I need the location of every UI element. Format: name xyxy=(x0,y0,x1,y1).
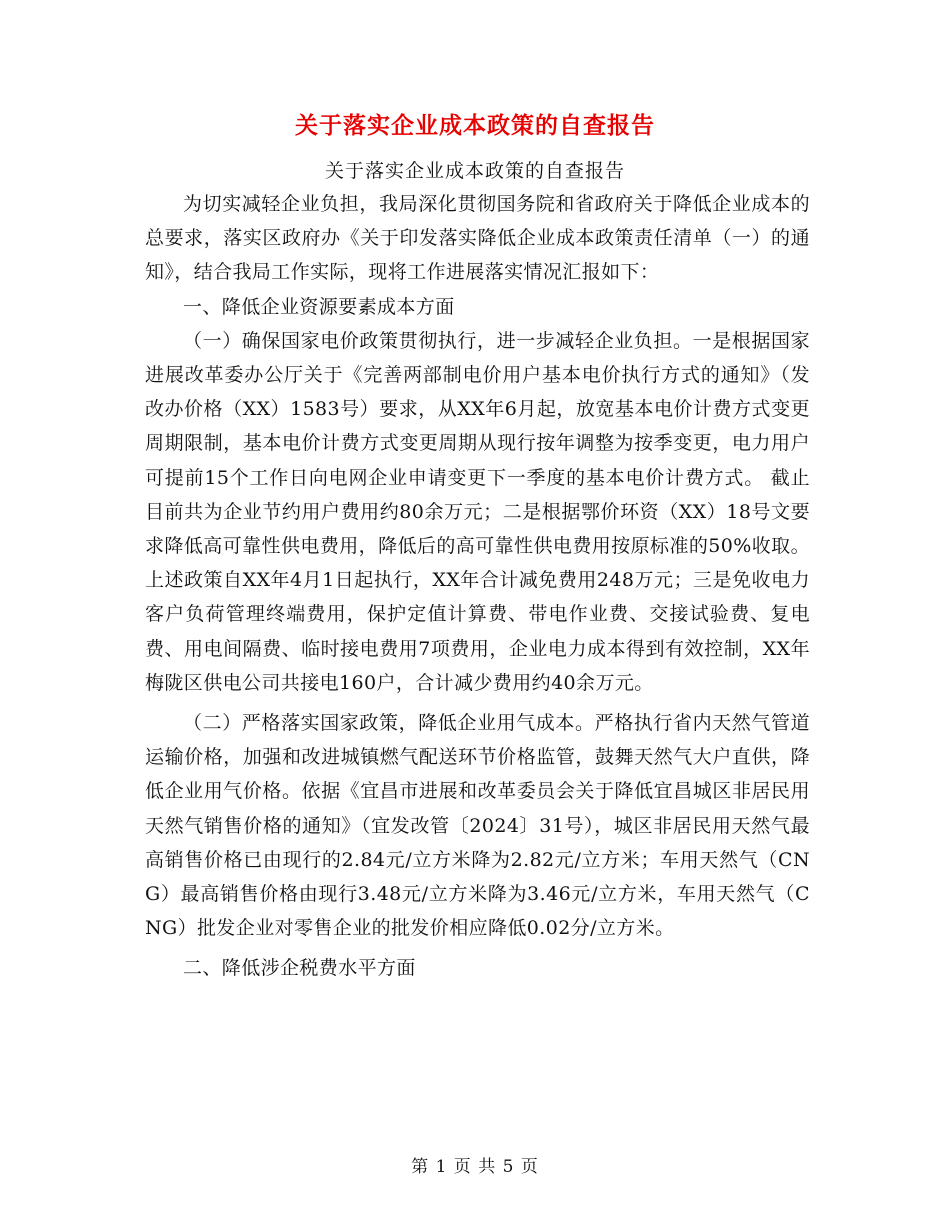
section-heading-2: 二、降低涉企税费水平方面 xyxy=(183,957,416,980)
section-heading-1: 一、降低企业资源要素成本方面 xyxy=(183,295,455,318)
gas-paragraph: （二）严格落实国家政策，降低企业用气成本。严格执行省内天然气管道运输价格，加强和改进城镇燃气配送环节价格监管，鼓舞天然气大户直供，降低企业用气价格。依据《宜昌市进展和改革委员会关于降低宜昌城区非居民用天然气销售价格的通知》（宜发改管〔2024〕31号），城区非居民用天然气最高销售价格已由现行的2.84元/立方米降为2.82元/立方米；车用天然气（CNG）最高销售价格由现行3.48元/立方米降为3.46元/立方米，车用天然气（CNG）批发企业对零售企业的批发价相应降低0.02分/立方米。 xyxy=(145,712,810,940)
document-body xyxy=(145,187,810,986)
page-footer: 第 1 页 共 5 页 xyxy=(411,1157,539,1177)
electricity-paragraph: （一）确保国家电价政策贯彻执行，进一步减轻企业负担。一是根据国家进展改革委办公厅关于《完善两部制电价用户基本电价执行方式的通知》（发改办价格（XX）1583号）要求，从XX年6月起，放宽基本电价计费方式变更周期限制，基本电价计费方式变更周期从现行按年调整为按季变更，电力用户可提前15个工作日向电网企业申请变更下一季度的基本电价计费方式。 截止目前共为企业节约用户费用约80余万元；二是根据鄂价环资（XX）18号文要求降低高可靠性供电费用，降低后的高可靠性供电费用按原标准的50%收取。上述政策自XX年4月1日起执行，XX年合计减免费用248万元；三是免收电力客户负荷管理终端费用，保护定值计算费、带电作业费、交接试验费、复电费、用电间隔费、临时接电费用7项费用，企业电力成本得到有效控制，XX年梅陇区供电公司共接电160户，合计减少费用约40余万元。 xyxy=(145,329,810,694)
document-subtitle: 关于落实企业成本政策的自查报告 xyxy=(324,160,625,182)
document-title: 关于落实企业成本政策的自查报告 xyxy=(295,112,655,139)
intro-paragraph: 为切实减轻企业负担，我局深化贯彻国务院和省政府关于降低企业成本的总要求，落实区政府办《关于印发落实降低企业成本政策责任清单（一）的通知》，结合我局工作实际，现将工作进展落实情况汇报如下： xyxy=(145,193,810,284)
